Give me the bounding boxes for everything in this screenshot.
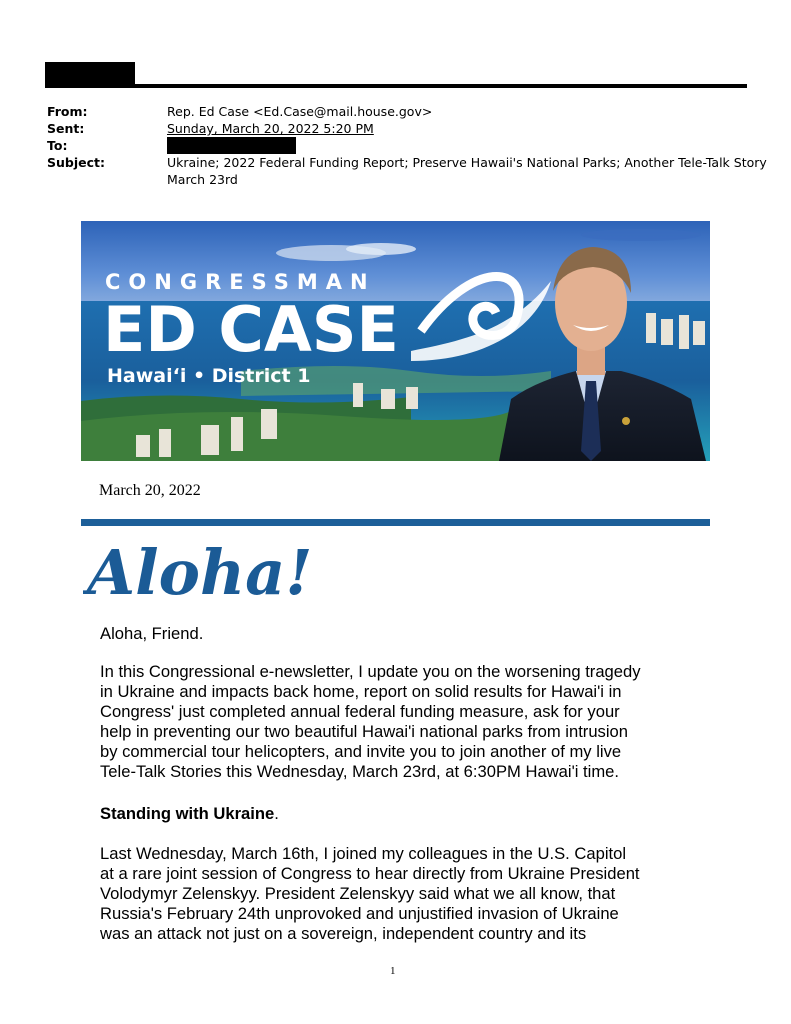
section-heading-punct: . xyxy=(274,804,279,823)
congressman-banner xyxy=(81,221,710,461)
section-heading-text: Standing with Ukraine xyxy=(100,804,275,823)
intro-line: In this Congressional e-newsletter, I update you on the worsening tragedy xyxy=(100,662,641,681)
recipient-redaction xyxy=(167,137,296,154)
redaction-bar-top xyxy=(45,62,135,86)
section-line: Last Wednesday, March 16th, I joined my colleagues in the U.S. Capitol xyxy=(100,844,627,863)
greeting: Aloha, Friend. xyxy=(100,624,204,643)
page-number: 1 xyxy=(390,965,396,977)
section-line: Russia's February 24th unprovoked and unjustified invasion of Ukraine xyxy=(100,904,619,923)
banner-line-3: Hawaiʻi • District 1 xyxy=(107,365,311,387)
subject-line-1: Ukraine; 2022 Federal Funding Report; Preserve Hawaii's National Parks; Another Tele-Talk Story xyxy=(167,155,767,170)
sent-value: Sunday, March 20, 2022 5:20 PM xyxy=(167,121,374,136)
intro-line: help in preventing our two beautiful Hawai'i national parks from intrusion xyxy=(100,722,629,741)
banner-line-1: CONGRESSMAN xyxy=(105,270,376,294)
intro-line: Tele-Talk Stories this Wednesday, March 23rd, at 6:30PM Hawai'i time. xyxy=(100,762,620,781)
section-divider xyxy=(81,519,710,526)
header-rule xyxy=(45,84,747,88)
newsletter-date: March 20, 2022 xyxy=(99,482,201,499)
aloha-heading-graphic xyxy=(83,528,313,608)
banner-image xyxy=(81,221,710,461)
subject-line-2: March 23rd xyxy=(167,172,238,187)
sent-label: Sent: xyxy=(47,121,85,136)
section-heading xyxy=(100,804,720,824)
section-paragraph xyxy=(100,844,720,944)
from-label: From: xyxy=(47,104,88,119)
intro-paragraph xyxy=(100,662,720,782)
section-line: Volodymyr Zelenskyy. President Zelenskyy said what we all know, that xyxy=(100,884,616,903)
subject-label: Subject: xyxy=(47,155,105,170)
section-line: at a rare joint session of Congress to hear directly from Ukraine President xyxy=(100,864,640,883)
from-value: Rep. Ed Case <Ed.Case@mail.house.gov> xyxy=(167,104,433,119)
banner-line-2: ED CASE xyxy=(103,293,399,366)
intro-line: in Ukraine and impacts back home, report on solid results for Hawai'i in xyxy=(100,682,622,701)
to-label: To: xyxy=(47,138,68,153)
aloha-heading: Aloha! xyxy=(87,536,313,608)
section-line: was an attack not just on a sovereign, independent country and its xyxy=(100,924,587,943)
intro-line: Congress' just completed annual federal funding measure, ask for your xyxy=(100,702,620,721)
intro-line: by commercial tour helicopters, and invite you to join another of my live xyxy=(100,742,622,761)
